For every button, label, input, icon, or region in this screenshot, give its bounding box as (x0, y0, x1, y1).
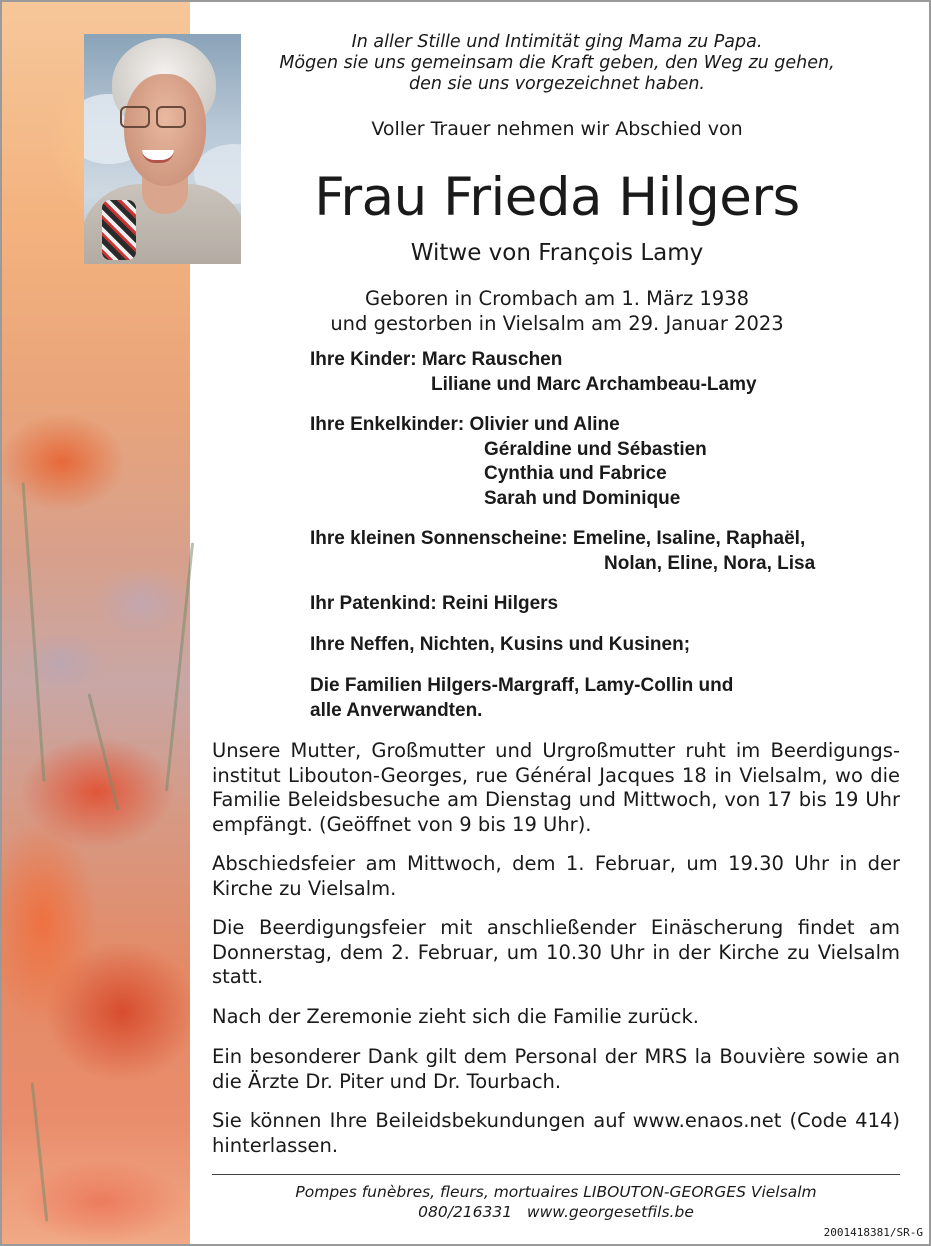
children-label: Ihre Kinder: (310, 349, 417, 370)
child-name: Marc Rauschen (421, 349, 563, 370)
paragraph-condolences: Sie können Ihre Beileidsbekundungen auf www.enaos.net (Code 414) hinterlassen. (212, 1109, 900, 1157)
grandchild-name: Cynthia und Fabrice (484, 463, 667, 484)
paragraph-retreat: Nach der Zeremonie zieht sich die Familie zurück. (212, 1005, 699, 1028)
nephews-line: Ihre Neffen, Nichten, Kusins und Kusinen; (310, 634, 691, 655)
motto-line: den sie uns vorgezeichnet haben. (409, 74, 705, 94)
grandchild-name: Géraldine und Sébastien (484, 438, 707, 460)
grandchild-name: Sarah und Dominique (484, 487, 681, 509)
footer-divider (212, 1174, 900, 1175)
paragraph-funeral: Die Beerdigungsfeier mit anschließender Einäscherung findet am Donnerstag, dem 2. Februar, um 10.30 Uhr in der Kirche zu Vielsalm statt. (212, 916, 900, 988)
birth-line: Geboren in Crombach am 1. März 1938 (364, 287, 750, 310)
grandchildren-label: Ihre Enkelkinder: (310, 414, 465, 435)
deceased-name: Frau Frieda Hilgers (314, 167, 800, 228)
funeral-home-footer (212, 1182, 900, 1222)
godchild-line: Ihr Patenkind: Reini Hilgers (310, 593, 559, 614)
great-grandchildren-label: Ihre kleinen Sonnenscheine: (310, 528, 568, 549)
motto-line: Mögen sie uns gemeinsam die Kraft geben, den Weg zu gehen, (279, 53, 835, 73)
grandchild-name: Olivier und Aline (469, 414, 620, 435)
reference-code: 2001418381/SR-G (823, 1226, 923, 1239)
families-block (310, 674, 733, 723)
families-line: alle Anverwandten. (310, 699, 483, 721)
intro-text: Voller Trauer nehmen wir Abschied von (371, 118, 743, 140)
motto (252, 32, 862, 95)
portrait-photo (84, 34, 241, 264)
widow-line: Witwe von François Lamy (410, 240, 704, 266)
death-line: und gestorben in Vielsalm am 29. Januar 2023 (330, 312, 784, 335)
motto-line: In aller Stille und Intimität ging Mama zu Papa. (351, 32, 763, 52)
children-block (310, 348, 757, 397)
grandchildren-block (310, 413, 707, 511)
great-grandchild-names: Nolan, Eline, Nora, Lisa (604, 552, 816, 574)
paragraph-wake: Unsere Mutter, Großmutter und Urgroßmutter ruht im Beerdigungsinstitut Libouton-Georges, rue Général Jacques 18 in Vielsalm, wo die Familie Beleidsbesuche am Dienstag und Mittwoch, von 17 bis 19 Uhr empfängt. (Geöffnet von 9 bis 19 Uhr). (212, 739, 900, 836)
birth-death-info (252, 286, 862, 336)
paragraph-farewell: Abschiedsfeier am Mittwoch, dem 1. Februar, um 19.30 Uhr in der Kirche zu Vielsalm. (212, 852, 900, 900)
child-name: Liliane und Marc Archambeau-Lamy (431, 373, 757, 395)
funeral-home-name: Pompes funèbres, fleurs, mortuaires LIBOUTON-GEORGES Vielsalm (295, 1183, 817, 1201)
great-grandchildren-block (310, 527, 815, 576)
great-grandchild-names: Emeline, Isaline, Raphaël, (572, 528, 806, 549)
paragraph-thanks: Ein besonderer Dank gilt dem Personal der MRS la Bouvière sowie an die Ärzte Dr. Piter und Dr. Tourbach. (212, 1045, 900, 1093)
families-line: Die Familien Hilgers-Margraff, Lamy-Collin und (310, 675, 734, 696)
funeral-home-contact: 080/216331 www.georgesetfils.be (418, 1203, 694, 1221)
